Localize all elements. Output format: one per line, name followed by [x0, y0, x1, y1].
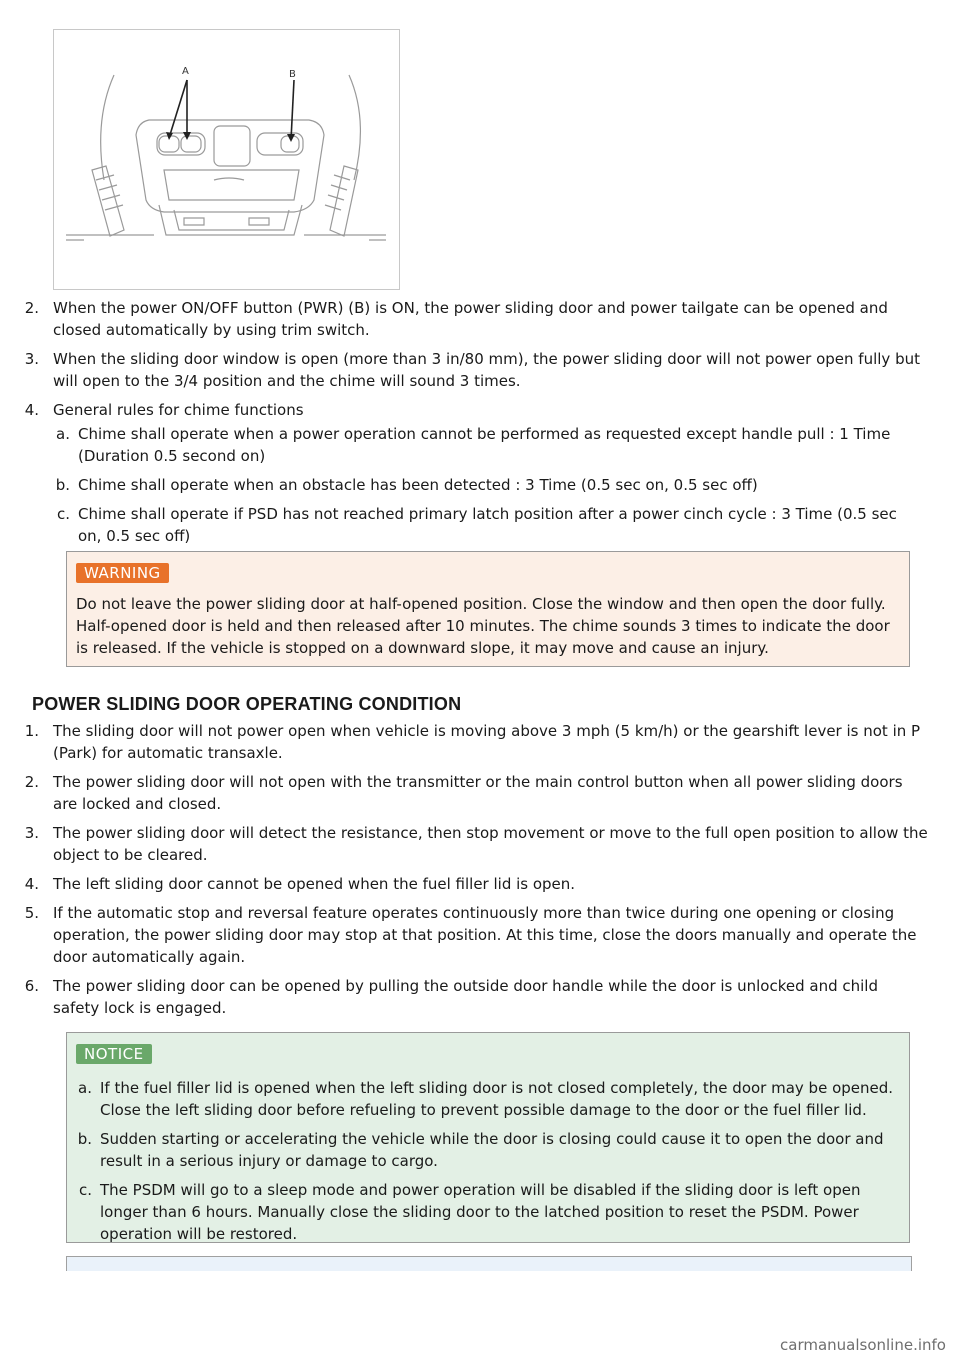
notice-item: [76, 1077, 900, 1121]
sub-list-item-letter: c.: [56, 505, 70, 523]
list-item: [0, 771, 960, 815]
notice-list: [76, 1077, 900, 1245]
list-item-number: 2.: [24, 773, 39, 791]
notice-item-text: Sudden starting or accelerating the vehicle while the door is closing could cause it to open the door and result in a serious injury or damage to cargo.: [100, 1130, 884, 1170]
list-item-text: The power sliding door will detect the resistance, then stop movement or move to the full open position to allow the object to be cleared.: [53, 824, 928, 864]
warning-badge: WARNING: [76, 563, 169, 583]
list-item: [0, 720, 960, 764]
list-item-number: 6.: [24, 977, 39, 995]
console-diagram: [54, 30, 399, 289]
list-item-number: 2.: [24, 299, 39, 317]
figure-label-a: A: [182, 66, 189, 77]
notice-item-text: The PSDM will go to a sleep mode and power operation will be disabled if the sliding door is left open longer than 6 hours. Manually close the sliding door to the latched position to reset the PSDM. Power operation will be restored.: [100, 1181, 861, 1243]
list-item: [0, 822, 960, 866]
sub-list-item-text: Chime shall operate if PSD has not reached primary latch position after a power cinch cycle : 3 Time (0.5 sec on, 0.5 sec off): [78, 505, 897, 545]
sub-list-item: [0, 474, 960, 496]
watermark: carmanualsonline.info: [780, 1336, 946, 1354]
overhead-console-figure: [53, 29, 400, 290]
section-title: POWER SLIDING DOOR OPERATING CONDITION: [32, 694, 462, 714]
list-item-number: 3.: [24, 350, 39, 368]
list-item-number: 3.: [24, 824, 39, 842]
warning-text: Do not leave the power sliding door at half-opened position. Close the window and then open the door fully. Half-opened door is held and then released after 10 minutes. The chime sounds 3 times to indicate the door is released. If the vehicle is stopped on a downward slope, it may move and cause an injury.: [76, 595, 890, 657]
notice-item-text: If the fuel filler lid is opened when the left sliding door is not closed completely, the door may be opened. Close the left sliding door before refueling to prevent possible damage to the door or the fuel filler lid.: [100, 1079, 894, 1119]
sub-list-item-letter: b.: [55, 476, 70, 494]
list-item-text: General rules for chime functions: [53, 401, 304, 419]
list-item-text: The sliding door will not power open when vehicle is moving above 3 mph (5 km/h) or the gearshift lever is not in P (Park) for automatic transaxle.: [53, 722, 921, 762]
list-item-number: 4.: [24, 401, 39, 419]
list-item-number: 5.: [24, 904, 39, 922]
next-callout-partial: [66, 1256, 912, 1271]
sub-list-item-text: Chime shall operate when a power operation cannot be performed as requested except handle pull : 1 Time (Duration 0.5 second on): [78, 425, 891, 465]
list-item-text: The power sliding door will not open with the transmitter or the main control button when all power sliding doors are locked and closed.: [53, 773, 903, 813]
list-item-text: If the automatic stop and reversal feature operates continuously more than twice during one opening or closing operation, the power sliding door may stop at that position. At this time, close the doors manually and operate the door automatically again.: [53, 904, 917, 966]
sub-list-item: [0, 503, 960, 547]
sub-list-item: [0, 423, 960, 467]
notice-item-letter: a.: [78, 1079, 92, 1097]
sub-list-item-letter: a.: [56, 425, 70, 443]
list-item: [0, 348, 960, 392]
sub-list-item-text: Chime shall operate when an obstacle has been detected : 3 Time (0.5 sec on, 0.5 sec off): [78, 476, 758, 494]
list-item: [0, 297, 960, 341]
list-item: [0, 975, 960, 1019]
list-item: [0, 873, 960, 895]
list-item-number: 1.: [24, 722, 39, 740]
notice-callout: [66, 1032, 910, 1243]
chime-rules-list: [0, 297, 960, 554]
notice-item-letter: b.: [77, 1130, 92, 1148]
list-item: [0, 399, 960, 421]
list-item-text: The power sliding door can be opened by pulling the outside door handle while the door is unlocked and child safety lock is engaged.: [53, 977, 878, 1017]
list-item-text: When the power ON/OFF button (PWR) (B) is ON, the power sliding door and power tailgate can be opened and closed automatically by using trim switch.: [53, 299, 888, 339]
warning-callout: [66, 551, 910, 667]
notice-item-letter: c.: [78, 1181, 92, 1199]
operating-condition-list: [0, 720, 960, 1026]
figure-label-b: B: [289, 69, 296, 80]
list-item-text: When the sliding door window is open (more than 3 in/80 mm), the power sliding door will not power open fully but will open to the 3/4 position and the chime will sound 3 times.: [53, 350, 920, 390]
notice-item: [76, 1128, 900, 1172]
list-item: [0, 902, 960, 968]
notice-badge: NOTICE: [76, 1044, 152, 1064]
list-item-number: 4.: [24, 875, 39, 893]
list-item-text: The left sliding door cannot be opened when the fuel filler lid is open.: [53, 875, 576, 893]
notice-item: [76, 1179, 900, 1245]
